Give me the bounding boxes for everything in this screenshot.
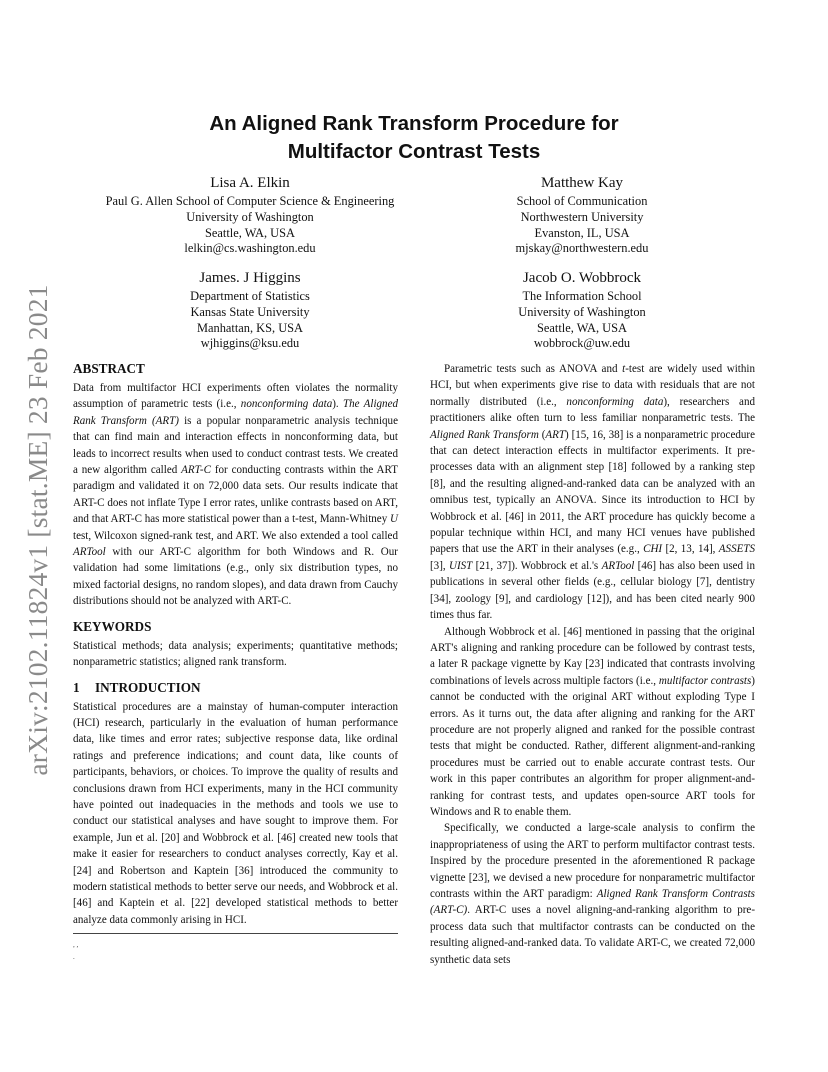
author-affiliation: University of Washington (186, 209, 314, 224)
introduction-paragraph-3: Although Wobbrock et al. [46] mentioned in passing that the original ART's aligning and ranking procedure can be followed by contrast tests, a later R package vignette by Kay [23] indicated that contrasts involving combinations of levels across multiple factors (i.e., multifactor contrasts) cannot be conducted with the original ART without exploding Type I errors. As it turns out, the data after aligning and ranking for the ART procedure are not properly aligned and ranked for the possible contrast tests that might be conducted. Rather, different alignment-and-ranking procedures must be carried out to enable accurate contrast tests. Our work in this paper contributes an algorithm for proper alignment-and-ranking for contrast tests, and updates open-source ART tools for Windows and R to enable them. (430, 625, 755, 818)
author-name: Jacob O. Wobbrock (522, 270, 642, 286)
footnote-mark: , , (73, 941, 79, 949)
footnote-mark: . (73, 953, 75, 961)
left-column (73, 360, 398, 928)
author-block-1 (80, 173, 420, 257)
abstract-heading: ABSTRACT (73, 361, 145, 376)
section-number: 1 (73, 679, 80, 695)
author-affiliation: Department of Statistics (190, 289, 310, 303)
introduction-paragraph-4: Specifically, we conducted a large-scale analysis to confirm the inappropriateness of using the ART to perform multifactor contrast tests. Inspired by the procedure presented in the aforementioned R package vignette [23], we devised a new procedure for nonparametric multifactor contrasts within the ART paradigm: Aligned Rank Transform Contrasts (ART-C). ART-C uses a novel aligning-and-ranking algorithm to pre-process data such that multifactor contrasts can be conducted on the resulting aligned-and-ranked data. To validate ART-C, we created 72,000 synthetic data sets (430, 822, 755, 966)
paper-title-line-2: Multifactor Contrast Tests (287, 140, 541, 163)
author-name: Lisa A. Elkin (210, 175, 290, 191)
author-affiliation: Kansas State University (190, 304, 310, 319)
author-name: Matthew Kay (540, 175, 624, 191)
abstract-text: Data from multifactor HCI experiments often violates the normality assumption of parametric tests (i.e., nonconforming data). The Aligned Rank Transform (ART) is a popular nonparametric analysis technique that can find main and interaction effects in nonconforming data, but leads to incorrect results when used to conduct contrast tests. We created a new algorithm called ART-C for conducting contrasts within the ART paradigm and validated it on 72,000 data sets. Our results indicate that ART-C does not inflate Type I error rates, unlike contrasts based on ART, and that ART-C has more statistical power than a t-test, Mann-Whitney U test, Wilcoxon signed-rank test, and ART. We also extended a tool called ARTool with our ART-C algorithm for both Windows and R. Our validation had some limitations (e.g., only six distribution types, no mixed factorial designs, no random slopes), and data drawn from Cauchy distributions should not be analyzed with ART-C. (73, 382, 398, 608)
footnote-divider (73, 933, 398, 934)
author-email: lelkin@cs.washington.edu (184, 241, 316, 256)
author-email: mjskay@northwestern.edu (515, 241, 649, 256)
arxiv-identifier-stamp: arXiv:2102.11824v1 [stat.ME] 23 Feb 2021 (22, 284, 53, 776)
keywords-text: Statistical methods; data analysis; experiments; quantitative methods; nonparametric statistics; aligned rank transform. (73, 639, 398, 669)
author-affiliation: Northwestern University (520, 209, 644, 224)
author-block-4 (452, 268, 712, 352)
author-location: Evanston, IL, USA (534, 225, 630, 240)
author-affiliation: University of Washington (518, 304, 646, 319)
author-location: Manhattan, KS, USA (196, 320, 303, 335)
paper-title (70, 110, 758, 166)
author-name: James. J Higgins (199, 270, 301, 286)
author-email: wjhiggins@ksu.edu (200, 336, 300, 351)
introduction-paragraph-2: Parametric tests such as ANOVA and t-test are widely used within HCI, but when experiments give rise to data with residuals that are not normally distributed (i.e., nonconforming data), researchers and practitioners alike often turn to less familiar nonparametric tests. The Aligned Rank Transform (ART) [15, 16, 38] is a nonparametric procedure that can detect interaction effects in multifactor experiments. It pre-processes data with an alignment step [18] followed by a ranking step [8], and the resulting aligned-and-ranked data can be analyzed with an omnibus test, typically an ANOVA. Since its introduction to HCI by Wobbrock et al. [46] in 2011, the ART procedure has quickly become a popular technique within HCI, and many HCI venues have published papers that use the ART in their analyses (e.g., CHI [2, 13, 14], ASSETS [3], UIST [21, 37]). Wobbrock et al.'s ARTool [46] has also been used in publications in several other fields (e.g., cellular biology [7], dentistry [34], zoology [9], and cardiology [12]), and has been cited nearly 900 times thus far. (430, 363, 756, 622)
keywords-heading: KEYWORDS (73, 618, 152, 634)
section-title: INTRODUCTION (95, 679, 201, 695)
author-affiliation: The Information School (522, 289, 642, 303)
paper-title-line-1: An Aligned Rank Transform Procedure for (209, 112, 619, 135)
author-location: Seattle, WA, USA (205, 225, 295, 240)
introduction-paragraph-1: Statistical procedures are a mainstay of human-computer interaction (HCI) research, particularly in the evaluation of human performance data, like times and error rates; subjective response data, like ordinal ratings and preference indications; and count data, like counts of participants, behaviors, or choices. To improve the quality of results and conclusions drawn from HCI experiments, many in the HCI community have pointed out inadequacies in the methods and tools we use to conduct our statistical analyses and have sought to improve them. For example, Jun et al. [20] and Wobbrock et al. [46] created new tools that make it easier for researchers to conduct analyses correctly, Kay et al. [24] and Robertson and Kaptein [36] introduced the community to modern statistical methods to better serve our needs, and Wobbrock et al. [46] and Kaptein et al. [22] developed statistical methods to better analyze data commonly arising in HCI. (73, 700, 398, 926)
introduction-heading (73, 679, 398, 697)
author-affiliation: Paul G. Allen School of Computer Science & Engineering (105, 194, 395, 208)
author-location: Seattle, WA, USA (537, 320, 627, 335)
right-column (430, 361, 755, 968)
author-affiliation: School of Communication (516, 194, 648, 208)
author-block-2 (452, 173, 712, 257)
author-block-3 (120, 268, 380, 352)
author-email: wobbrock@uw.edu (533, 336, 631, 351)
